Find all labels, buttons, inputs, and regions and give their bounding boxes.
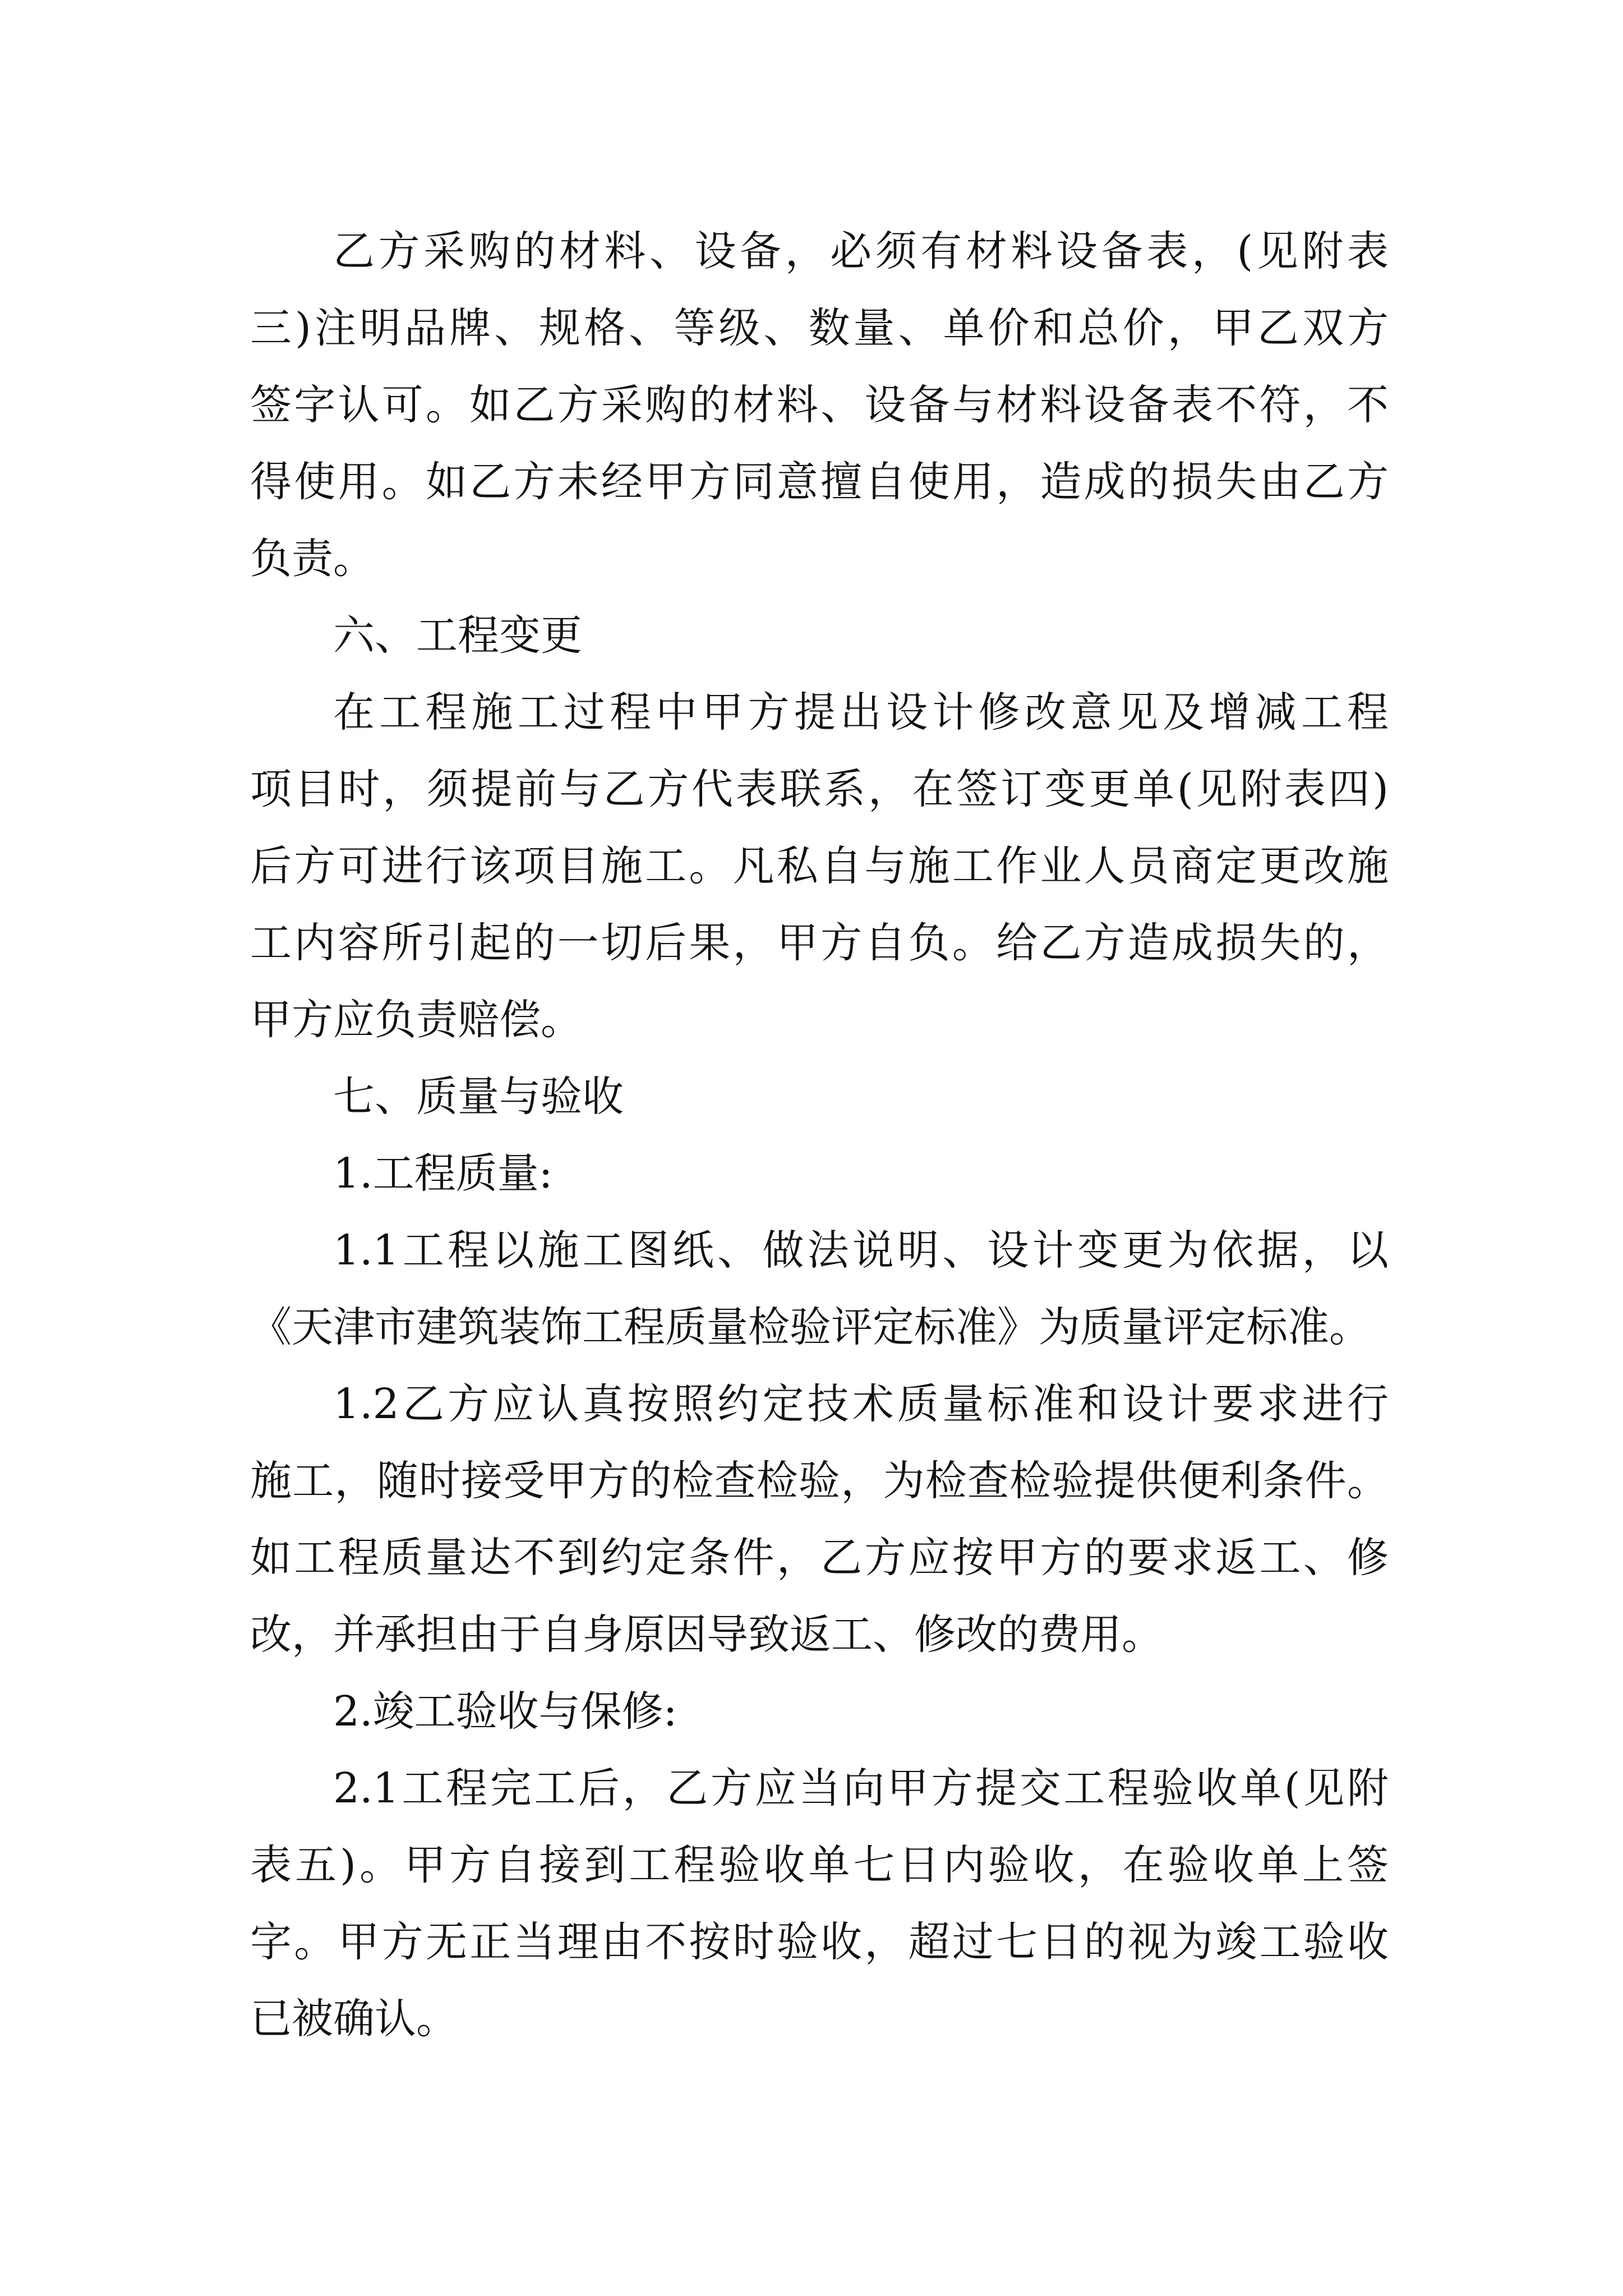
- text-line: 表五)。甲方自接到工程验收单七日内验收，在验收单上签: [250, 1841, 1389, 1889]
- text-line: 《天津市建筑装饰工程质量检验评定标准》为质量评定标准。: [250, 1303, 1371, 1351]
- text-line: 在工程施工过程中甲方提出设计修改意见及增减工程: [333, 688, 1389, 737]
- document-body: [250, 213, 1389, 2058]
- paragraph-completion-acceptance: [250, 1750, 1389, 2058]
- text-line: 三)注明品牌、规格、等级、数量、单价和总价，甲乙双方: [250, 304, 1389, 352]
- text-line: 甲方应负责赔偿。: [250, 996, 582, 1044]
- text-line: 1.2乙方应认真按照约定技术质量标准和设计要求进行: [333, 1380, 1389, 1428]
- text-line: 得使用。如乙方未经甲方同意擅自使用，造成的损失由乙方: [250, 458, 1389, 506]
- paragraph-quality-standards: [250, 1366, 1389, 1673]
- text-line: 工内容所引起的一切后果，甲方自负。给乙方造成损失的，: [250, 919, 1389, 967]
- text-line: 已被确认。: [250, 1995, 458, 2043]
- text-line: 乙方采购的材料、设备，必须有材料设备表，(见附表: [333, 227, 1389, 275]
- section-heading-engineering-change: 六、工程变更: [333, 611, 582, 660]
- text-line: 如工程质量达不到约定条件，乙方应按甲方的要求返工、修: [250, 1534, 1389, 1582]
- text-line: 字。甲方无正当理由不按时验收，超过七日的视为竣工验收: [250, 1918, 1389, 1966]
- text-line: 签字认可。如乙方采购的材料、设备与材料设备表不符，不: [250, 381, 1389, 429]
- text-line: 1.1工程以施工图纸、做法说明、设计变更为依据，以: [333, 1226, 1389, 1274]
- text-line: 后方可进行该项目施工。凡私自与施工作业人员商定更改施: [250, 842, 1389, 890]
- text-line: 2.1工程完工后，乙方应当向甲方提交工程验收单(见附: [333, 1764, 1389, 1812]
- text-line: 负责。: [250, 535, 375, 583]
- paragraph-quality-basis: [250, 1212, 1389, 1366]
- section-heading-quality-acceptance: 七、质量与验收: [333, 1073, 624, 1121]
- subsection-heading-acceptance-warranty: 2.竣工验收与保修:: [333, 1687, 677, 1736]
- paragraph-engineering-change: [250, 674, 1389, 1059]
- text-line: 改，并承担由于自身原因导致返工、修改的费用。: [250, 1611, 1163, 1659]
- subsection-heading-engineering-quality: 1.工程质量:: [333, 1149, 553, 1198]
- text-line: 项目时，须提前与乙方代表联系，在签订变更单(见附表四): [250, 765, 1389, 813]
- paragraph-materials: [250, 213, 1389, 597]
- text-line: 施工，随时接受甲方的检查检验，为检查检验提供便利条件。: [250, 1457, 1389, 1505]
